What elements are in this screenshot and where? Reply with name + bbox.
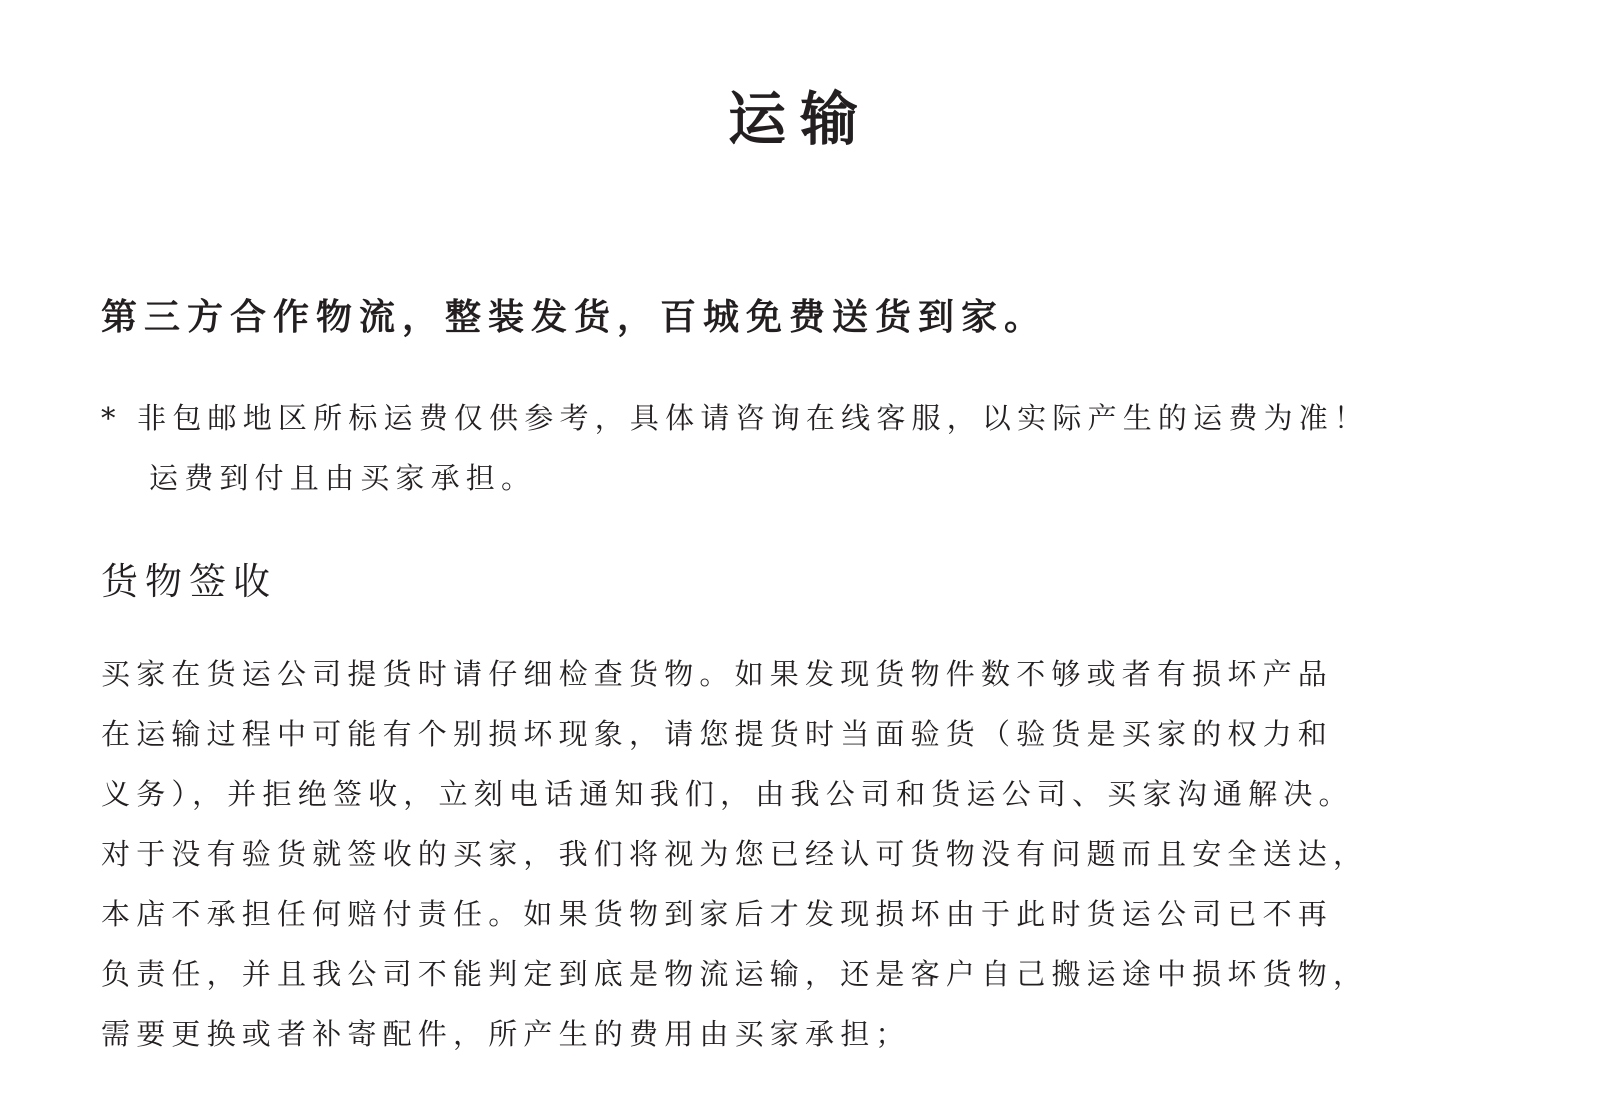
shipping-fee-note-line: * 非包邮地区所标运费仅供参考，具体请咨询在线客服，以实际产生的运费为准！: [101, 401, 1370, 435]
paragraph-line: 负责任，并且我公司不能判定到底是物流运输，还是客户自己搬运途中损坏货物，: [101, 957, 1369, 991]
paragraph-line: 义务），并拒绝签收，立刻电话通知我们，由我公司和货运公司、买家沟通解决。: [101, 777, 1354, 811]
section-heading-receipt: 货物签收: [101, 560, 277, 603]
page-title: 运输: [727, 85, 872, 153]
paragraph-line: 需要更换或者补寄配件，所产生的费用由买家承担；: [101, 1017, 911, 1051]
paragraph-line: 本店不承担任何赔付责任。如果货物到家后才发现损坏由于此时货运公司已不再: [101, 897, 1334, 931]
shipping-headline: 第三方合作物流，整装发货，百城免费送货到家。: [101, 296, 1048, 338]
paragraph-line: 在运输过程中可能有个别损坏现象，请您提货时当面验货（验货是买家的权力和: [101, 717, 1334, 751]
receipt-paragraph: [101, 644, 1541, 1064]
shipping-fee-note: [101, 388, 1541, 508]
paragraph-line: 对于没有验货就签收的买家，我们将视为您已经认可货物没有问题而且安全送达，: [101, 837, 1369, 871]
shipping-fee-note-line: 运费到付且由买家承担。: [149, 461, 537, 495]
paragraph-line: 买家在货运公司提货时请仔细检查货物。如果发现货物件数不够或者有损坏产品: [101, 657, 1334, 691]
